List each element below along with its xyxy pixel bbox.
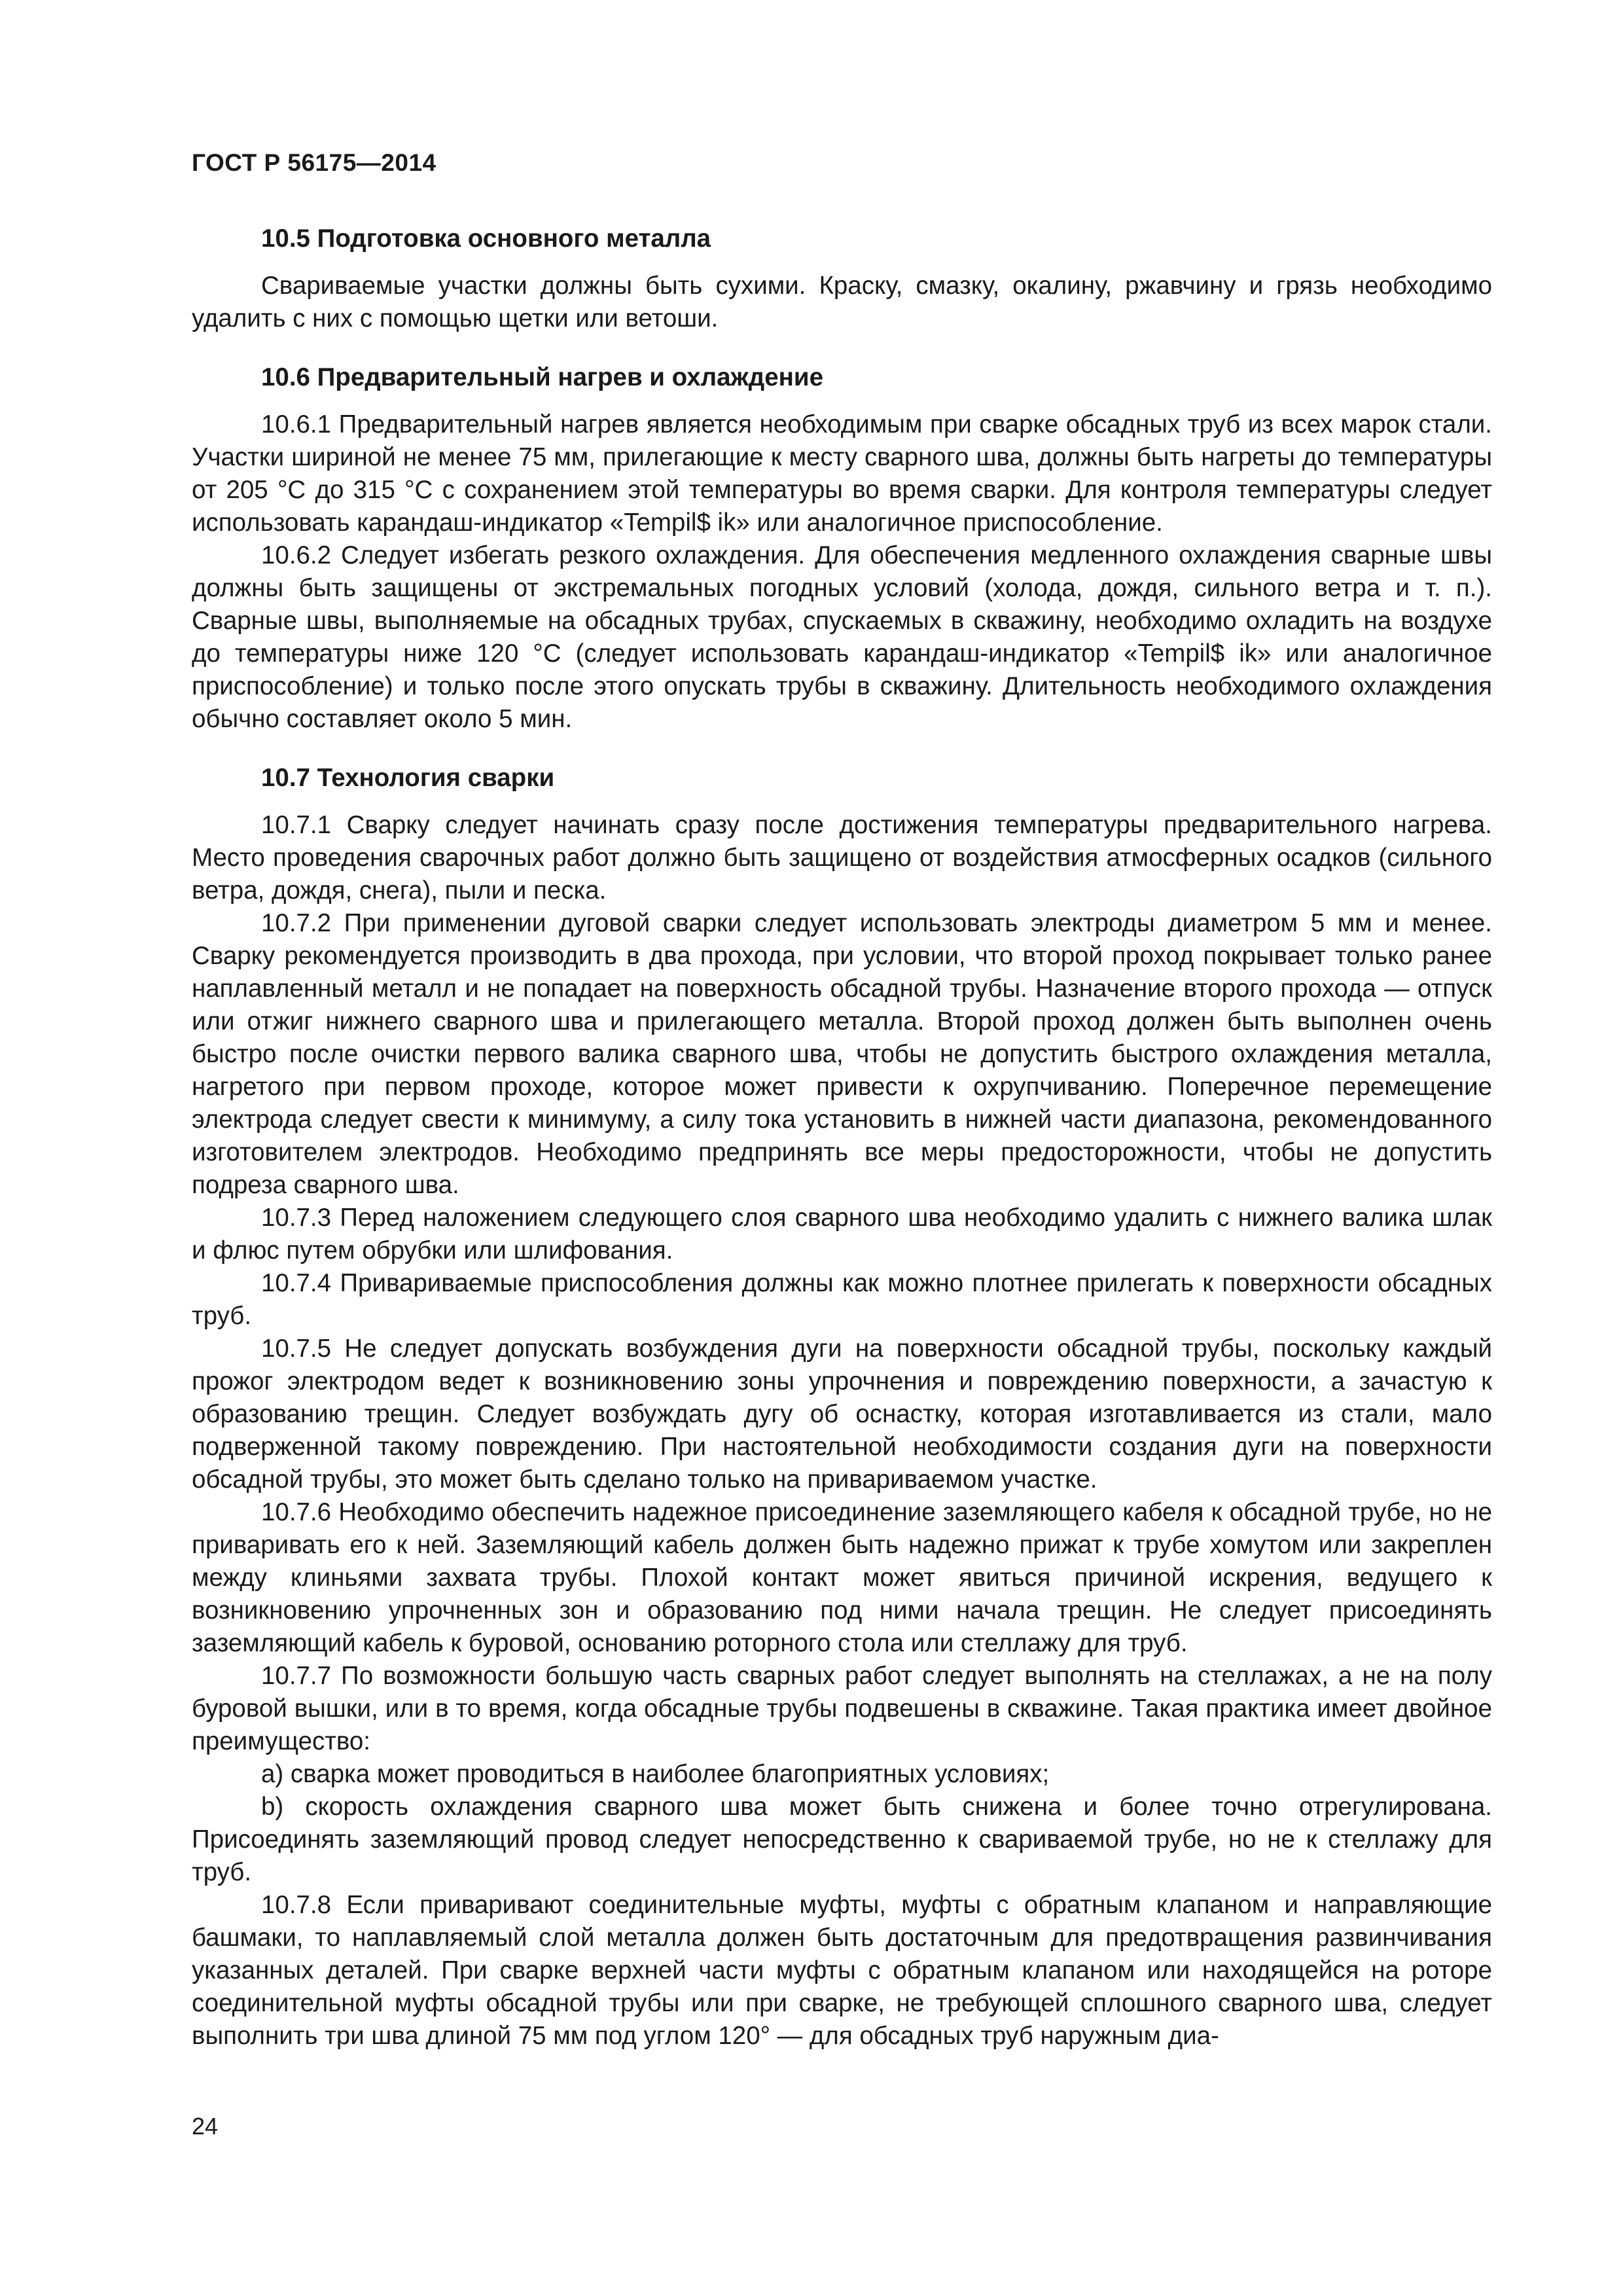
- paragraph: 10.7.7 По возможности большую часть сварных работ следует выполнять на стеллажах, а не на полу буровой вышки, или в то время, когда обсадные трубы подвешены в скважине. Такая практика имеет двойное преимущество:: [192, 1662, 1492, 1755]
- page-content: [192, 223, 1492, 2053]
- list-item: b) скорость охлаждения сварного шва может быть снижена и более точно отрегулирована. Присоединять заземляющий провод следует непосредственно к свариваемой трубе, но не к стеллажу для труб.: [192, 1793, 1492, 1886]
- paragraph: 10.6.2 Следует избегать резкого охлаждения. Для обеспечения медленного охлаждения сварные швы должны быть защищены от экстремальных погодных условий (холода, дождя, сильного ветра и т. п.). Сварные швы, выполняемые на обсадных трубах, спускаемых в скважину, необходимо охладить на воздухе до температуры ниже 120 °С (следует использовать карандаш-индикатор «Tempil$ ik» или аналогичное приспособление) и только после этого опускать трубы в скважину. Длительность необходимого охлаждения обычно составляет около 5 мин.: [192, 541, 1492, 733]
- section-10-6: [192, 361, 1492, 736]
- paragraph: 10.6.1 Предварительный нагрев является необходимым при сварке обсадных труб из всех марок стали. Участки шириной не менее 75 мм, прилегающие к месту сварного шва, должны быть нагреты до температуры от 205 °С до 315 °С с сохранением этой температуры во время сварки. Для контроля температуры следует использовать карандаш-индикатор «Tempil$ ik» или аналогичное приспособление.: [192, 410, 1492, 537]
- section-10-5: [192, 223, 1492, 335]
- section-10-7: [192, 762, 1492, 2053]
- list-item: a) сварка может проводиться в наиболее благоприятных условиях;: [261, 1760, 1050, 1788]
- paragraph: 10.7.4 Привариваемые приспособления должны как можно плотнее прилегать к поверхности обсадных труб.: [192, 1269, 1492, 1330]
- section-title: 10.6 Предварительный нагрев и охлаждение: [261, 363, 823, 391]
- paragraph: Свариваемые участки должны быть сухими. Краску, смазку, окалину, ржавчину и грязь необходимо удалить с них с помощью щетки или ветоши.: [192, 272, 1492, 332]
- paragraph: 10.7.5 Не следует допускать возбуждения дуги на поверхности обсадной трубы, поскольку каждый прожог электродом ведет к возникновению зоны упрочнения и повреждению поверхности, а зачастую к образованию трещин. Следует возбуждать дугу об оснастку, которая изготавливается из стали, мало подверженной такому повреждению. При настоятельной необходимости создания дуги на поверхности обсадной трубы, это может быть сделано только на привариваемом участке.: [192, 1335, 1492, 1494]
- standard-code: ГОСТ Р 56175—2014: [192, 149, 437, 176]
- paragraph: 10.7.6 Необходимо обеспечить надежное присоединение заземляющего кабеля к обсадной трубе, но не приваривать его к ней. Заземляющий кабель должен быть надежно прижат к трубе хомутом или закреплен между клиньями захвата трубы. Плохой контакт может явиться причиной искрения, ведущего к возникновению упрочненных зон и образованию под ними начала трещин. Не следует присоединять заземляющий кабель к буровой, основанию роторного стола или стеллажу для труб.: [192, 1498, 1492, 1657]
- paragraph: 10.7.1 Сварку следует начинать сразу после достижения температуры предварительного нагрева. Место проведения сварочных работ должно быть защищено от воздействия атмосферных осадков (сильного ветра, дождя, снега), пыли и песка.: [192, 811, 1492, 905]
- page-number: 24: [192, 2113, 219, 2140]
- section-title: 10.5 Подготовка основного металла: [261, 224, 711, 253]
- paragraph: 10.7.8 Если приваривают соединительные муфты, муфты с обратным клапаном и направляющие башмаки, то наплавляемый слой металла должен быть достаточным для предотвращения развинчивания указанных деталей. При сварке верхней части муфты с обратным клапаном или находящейся на роторе соединительной муфты обсадной трубы или при сварке, не требующей сплошного сварного шва, следует выполнить три шва длиной 75 мм под углом 120° — для обсадных труб наружным диа-: [192, 1891, 1492, 2050]
- section-title: 10.7 Технология сварки: [261, 764, 555, 792]
- paragraph: 10.7.3 Перед наложением следующего слоя сварного шва необходимо удалить с нижнего валика шлак и флюс путем обрубки или шлифования.: [192, 1204, 1492, 1265]
- paragraph: 10.7.2 При применении дуговой сварки следует использовать электроды диаметром 5 мм и менее. Сварку рекомендуется производить в два прохода, при условии, что второй проход покрывает только ранее наплавленный металл и не попадает на поверхность обсадной трубы. Назначение второго прохода — отпуск или отжиг нижнего сварного шва и прилегающего металла. Второй проход должен быть выполнен очень быстро после очистки первого валика сварного шва, чтобы не допустить быстрого охлаждения металла, нагретого при первом проходе, которое может привести к охрупчиванию. Поперечное перемещение электрода следует свести к минимуму, а силу тока установить в нижней части диапазона, рекомендованного изготовителем электродов. Необходимо предпринять все меры предосторожности, чтобы не допустить подреза сварного шва.: [192, 909, 1492, 1199]
